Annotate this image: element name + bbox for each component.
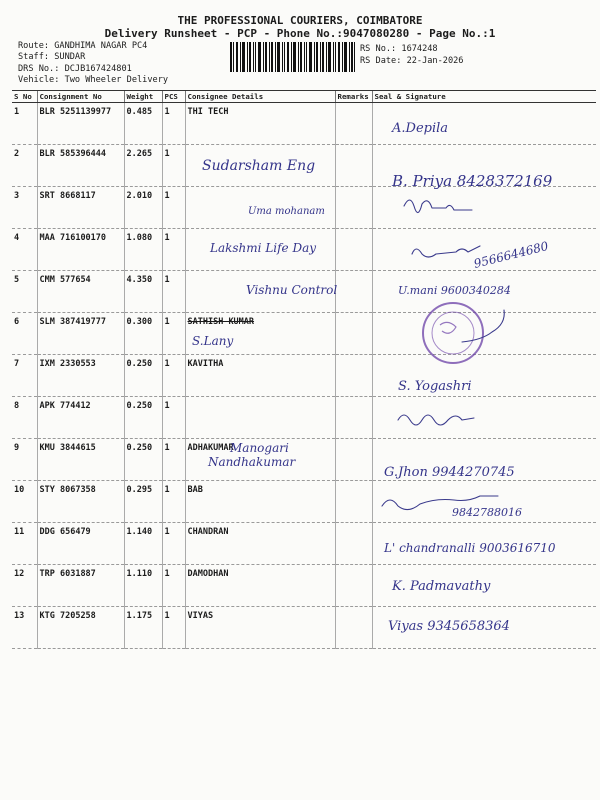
remarks-cell [335,145,372,187]
vehicle-label: Vehicle: Two Wheeler Delivery [18,75,169,85]
signature-cell [372,229,596,271]
pcs-cell: 1 [162,481,185,523]
table-row [12,481,596,523]
col-pcs: PCS [162,91,185,103]
consignment-cell: SLM 387419777 [37,313,124,355]
row2-handwriting: Sudarsham Eng [202,158,316,174]
row12-signature: K. Padmavathy [392,579,491,594]
remarks-cell [335,355,372,397]
table-row [12,145,596,187]
consignee-cell: SATHISH KUMAR [185,313,335,355]
consignment-cell: APK 774412 [37,397,124,439]
sno-cell: 1 [12,103,37,145]
sno-cell: 3 [12,187,37,229]
consignee-cell: KAVITHA [185,355,335,397]
pcs-cell: 1 [162,145,185,187]
table-row [12,355,596,397]
pcs-cell: 1 [162,103,185,145]
remarks-cell [335,229,372,271]
remarks-cell [335,439,372,481]
row10-phone: 9842788016 [452,506,522,519]
signature-cell [372,439,596,481]
row9-handwriting: Nandhakumar [208,455,296,469]
consignment-cell: CMM 577654 [37,271,124,313]
remarks-cell [335,397,372,439]
row5-signature: U.mani 9600340284 [398,284,511,297]
row13-signature: Viyas 9345658364 [388,619,510,634]
signature-cell [372,145,596,187]
consignee-cell: THI TECH [185,103,335,145]
table-row [12,229,596,271]
remarks-cell [335,565,372,607]
remarks-cell [335,103,372,145]
table-row [12,103,596,145]
consignment-cell: BLR 585396444 [37,145,124,187]
signature-cell [372,103,596,145]
signature-cell [372,397,596,439]
consignment-cell: SRT 8668117 [37,187,124,229]
table-row [12,439,596,481]
pcs-cell: 1 [162,523,185,565]
sno-cell: 9 [12,439,37,481]
row4-phone: 9566644680 [472,238,550,271]
col-consignee: Consignee Details [185,91,335,103]
signature-cell [372,565,596,607]
rs-date: RS Date: 22-Jan-2026 [360,56,464,66]
runsheet-table [12,90,596,649]
table-row [12,607,596,649]
consignee-cell: BAB [185,481,335,523]
col-remarks: Remarks [335,91,372,103]
row3-handwriting: Uma mohanam [248,206,325,217]
sno-cell: 7 [12,355,37,397]
drs-number: DRS No.: DCJB167424801 [18,64,132,74]
weight-cell: 2.010 [124,187,162,229]
consignment-cell: DDG 656479 [37,523,124,565]
pcs-cell: 1 [162,313,185,355]
pcs-cell: 1 [162,607,185,649]
remarks-cell [335,313,372,355]
sno-cell: 12 [12,565,37,607]
remarks-cell [335,523,372,565]
row9-signature: G.Jhon 9944270745 [384,465,515,480]
col-consignment: Consignment No [37,91,124,103]
consignment-cell: MAA 716100170 [37,229,124,271]
consignment-cell: KTG 7205258 [37,607,124,649]
sno-cell: 8 [12,397,37,439]
table-row [12,397,596,439]
consignee-cell: DAMODHAN [185,565,335,607]
consignee-cell: ADHAKUMAR [185,439,335,481]
col-weight: Weight [124,91,162,103]
company-title: THE PROFESSIONAL COURIERS, COIMBATORE [177,14,423,27]
pcs-cell: 1 [162,565,185,607]
pcs-cell: 1 [162,355,185,397]
remarks-cell [335,481,372,523]
consignee-cell: VIYAS [185,607,335,649]
row7-signature: S. Yogashri [398,379,472,394]
weight-cell: 4.350 [124,271,162,313]
weight-cell: 1.110 [124,565,162,607]
consignee-cell [185,271,338,313]
table-row [12,523,596,565]
consignee-cell [185,229,335,271]
table-row [12,565,596,607]
pcs-cell: 1 [162,187,185,229]
sno-cell: 13 [12,607,37,649]
consignee-cell [185,145,335,187]
row5-handwriting: Vishnu Control [246,283,338,297]
signature-cell [372,607,596,649]
signature-cell [372,271,596,313]
weight-cell: 0.295 [124,481,162,523]
row4-handwriting: Lakshmi Life Day [210,241,317,255]
pcs-cell: 1 [162,229,185,271]
row1-signature: A.Depila [392,121,449,136]
table-header-row [12,91,596,103]
sno-cell: 4 [12,229,37,271]
row11-signature: L' chandranalli 9003616710 [384,541,556,555]
sno-cell: 11 [12,523,37,565]
consignment-cell: IXM 2330553 [37,355,124,397]
pcs-cell: 1 [162,271,185,313]
row6-handwriting: S.Lany [192,334,234,348]
weight-cell: 2.265 [124,145,162,187]
weight-cell: 1.175 [124,607,162,649]
row2-signature: B. Priya 8428372169 [392,172,553,190]
pcs-cell: 1 [162,439,185,481]
table-row [12,187,596,229]
route-label: Route: GANDHIMA NAGAR PC4 [18,41,148,51]
weight-cell: 0.485 [124,103,162,145]
weight-cell: 0.250 [124,397,162,439]
signature-cell [372,355,596,397]
consignment-cell: BLR 5251139977 [37,103,124,145]
weight-cell: 1.140 [124,523,162,565]
consignee-cell: CHANDRAN [185,523,335,565]
pcs-cell: 1 [162,397,185,439]
signature-cell [372,481,596,523]
signature-cell [372,313,596,355]
weight-cell: 1.080 [124,229,162,271]
barcode [230,42,355,72]
rs-number: RS No.: 1674248 [360,44,438,54]
staff-label: Staff: SUNDAR [18,52,86,62]
row8-handwriting: Manogari [230,441,289,455]
runsheet-subtitle: Delivery Runsheet - PCP - Phone No.:9047080280 - Page No.:1 [104,27,496,40]
consignment-cell: TRP 6031887 [37,565,124,607]
table-row [12,313,596,355]
consignee-cell [185,187,335,229]
col-sno: S No [12,91,37,103]
sno-cell: 6 [12,313,37,355]
remarks-cell [335,271,372,313]
consignment-cell: STY 8067358 [37,481,124,523]
sno-cell: 10 [12,481,37,523]
weight-cell: 0.300 [124,313,162,355]
consignee-cell [185,397,335,439]
remarks-cell [335,607,372,649]
col-signature: Seal & Signature [372,91,596,103]
remarks-cell [335,187,372,229]
table-row [12,271,596,313]
sno-cell: 5 [12,271,37,313]
weight-cell: 0.250 [124,439,162,481]
sno-cell: 2 [12,145,37,187]
weight-cell: 0.250 [124,355,162,397]
consignment-cell: KMU 3844615 [37,439,124,481]
signature-cell [372,523,596,565]
signature-cell [372,187,596,229]
